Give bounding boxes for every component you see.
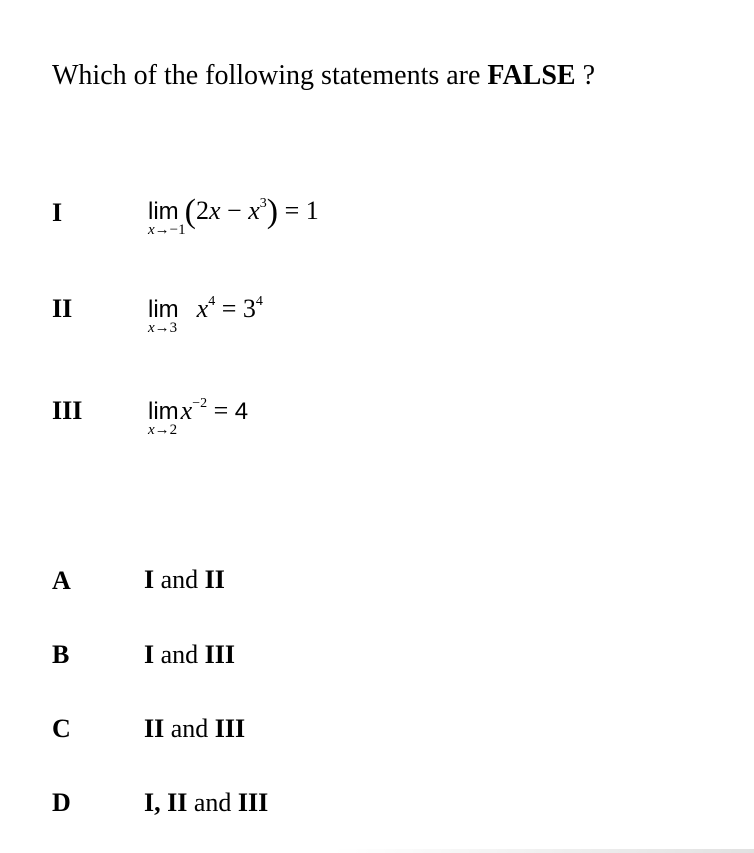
limit-body	[197, 294, 263, 324]
approach-value: −1	[169, 222, 186, 238]
limit-subscript	[148, 422, 177, 438]
option-b-connector: and	[154, 640, 205, 669]
statement-i-expression	[148, 193, 319, 238]
open-paren: (	[184, 193, 196, 230]
statement-iii-expression	[148, 396, 249, 438]
variable: x	[196, 294, 209, 323]
variable: x	[208, 196, 221, 225]
question-suffix: ?	[575, 60, 596, 91]
option-c-second: III	[214, 714, 246, 743]
limit-subscript	[148, 320, 177, 336]
option-letter-b[interactable]: B	[52, 640, 70, 669]
limit-operator	[148, 294, 179, 336]
limit-operator	[148, 196, 186, 238]
question-text	[52, 58, 595, 94]
variable: x	[248, 196, 260, 225]
exponent: −2	[192, 396, 208, 411]
exponent: 3	[259, 196, 267, 211]
base-value: 3	[242, 294, 256, 323]
option-a-connector: and	[154, 565, 205, 594]
variable: x	[180, 396, 193, 425]
option-b-text[interactable]	[144, 640, 235, 670]
option-d-first: I, II	[144, 788, 188, 817]
exponent: 4	[208, 294, 216, 309]
statement-numeral-ii: II	[52, 294, 73, 323]
approach-value: 2	[169, 422, 178, 438]
result-value: 4	[234, 398, 249, 425]
option-a-text[interactable]	[144, 565, 225, 595]
question-emphasis: FALSE	[487, 60, 576, 91]
lim-word: lim	[148, 198, 179, 225]
equals-sign: =	[207, 396, 235, 425]
approach-variable: x	[148, 222, 155, 238]
statement-ii-expression	[148, 294, 263, 336]
close-paren: )	[266, 193, 279, 230]
equals-sign: =	[278, 196, 306, 225]
approach-variable: x	[148, 422, 155, 438]
limit-subscript	[148, 222, 186, 238]
bottom-edge-shadow	[334, 849, 754, 853]
option-c-connector: and	[164, 714, 215, 743]
question-prefix: Which of the following statements are	[52, 60, 488, 91]
option-a-first: I	[144, 565, 155, 594]
option-d-second: III	[237, 788, 269, 817]
approach-arrow: →	[154, 320, 170, 336]
lim-word: lim	[148, 296, 179, 323]
option-a-second: II	[204, 565, 225, 594]
exponent: 4	[255, 294, 263, 309]
approach-variable: x	[148, 320, 155, 336]
result-value: 1	[305, 196, 319, 225]
option-letter-d[interactable]: D	[52, 788, 71, 817]
option-c-text[interactable]	[144, 714, 245, 744]
equals-sign: =	[215, 294, 243, 323]
option-letter-a[interactable]: A	[52, 566, 71, 595]
option-b-first: I	[144, 640, 155, 669]
option-d-text[interactable]	[144, 788, 268, 818]
option-b-second: III	[204, 640, 236, 669]
option-letter-c[interactable]: C	[52, 714, 71, 743]
approach-arrow: →	[154, 222, 170, 238]
option-c-first: II	[144, 714, 165, 743]
operator: −	[220, 196, 249, 225]
coefficient: 2	[195, 196, 209, 225]
limit-operator	[148, 396, 179, 438]
approach-value: 3	[169, 320, 178, 336]
option-d-connector: and	[187, 788, 238, 817]
approach-arrow: →	[154, 422, 170, 438]
statement-numeral-iii: III	[52, 396, 83, 425]
limit-body	[181, 396, 248, 427]
lim-word: lim	[148, 398, 179, 425]
limit-body	[184, 193, 319, 230]
statement-numeral-i: I	[52, 198, 63, 227]
